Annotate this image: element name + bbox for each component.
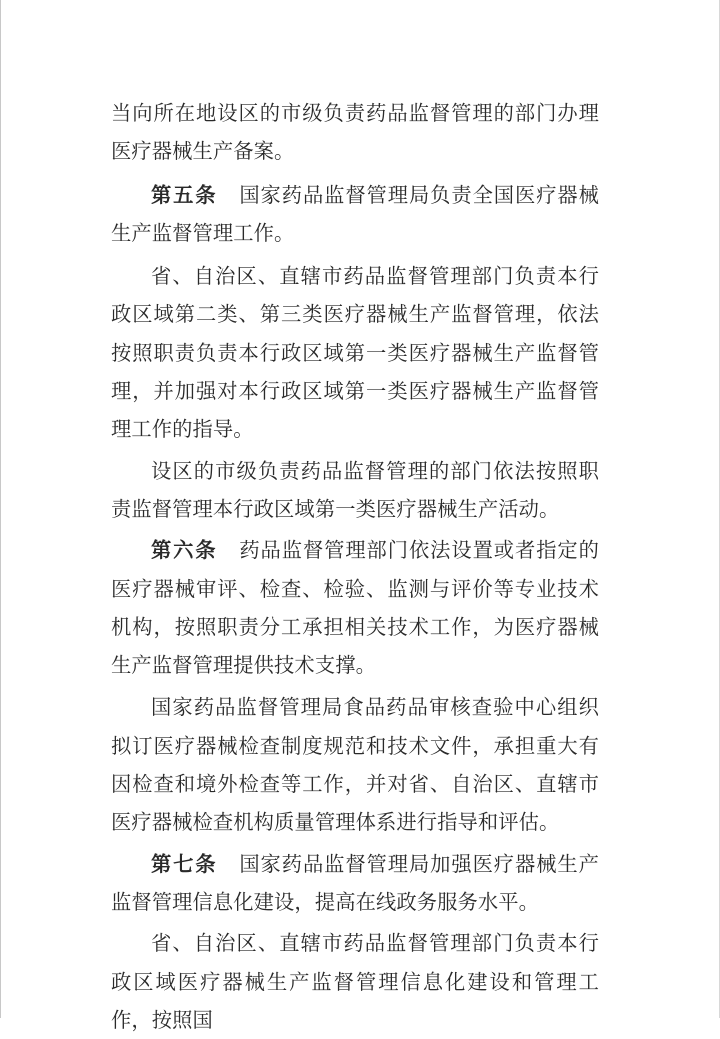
paragraph-article-6: [111, 531, 599, 684]
paragraph-continuation: [111, 94, 599, 171]
paragraph-article-7: [111, 845, 599, 922]
page-edge-left: [0, 0, 1, 1018]
paragraph-text: 国家药品监督管理局负责全国医疗器械生产监督管理工作。: [111, 182, 599, 245]
paragraph-text: 国家药品监督管理局食品药品审核查验中心组织拟订医疗器械检查制度规范和技术文件，承担重大有因检查和境外检查等工作，并对省、自治区、直辖市医疗器械检查机构质量管理体系进行指导和评估。: [111, 695, 599, 835]
paragraph: [111, 688, 599, 841]
paragraph-text: 药品监督管理部门依法设置或者指定的医疗器械审评、检查、检验、监测与评价等专业技术机构，按照职责分工承担相关技术工作，为医疗器械生产监督管理提供技术支撑。: [111, 538, 599, 678]
paragraph-text: 省、自治区、直辖市药品监督管理部门负责本行政区域医疗器械生产监督管理信息化建设和管理工作，按照国: [111, 931, 599, 1032]
paragraph-text: 国家药品监督管理局加强医疗器械生产监督管理信息化建设，提高在线政务服务水平。: [111, 851, 599, 914]
paragraph-text: 省、自治区、直辖市药品监督管理部门负责本行政区域第二类、第三类医疗器械生产监督管理，依法按照职责负责本行政区域第一类医疗器械生产监督管理，并加强对本行政区域第一类医疗器械生产监督管理工作的指导。: [111, 264, 599, 442]
paragraph-article-5: [111, 176, 599, 253]
document-body: [111, 94, 599, 1039]
article-number: 第七条: [151, 851, 218, 876]
article-number: 第六条: [151, 538, 218, 563]
paragraph-text: 当向所在地设区的市级负责药品监督管理的部门办理医疗器械生产备案。: [111, 101, 599, 164]
paragraph: [111, 452, 599, 529]
paragraph: [111, 257, 599, 448]
article-number: 第五条: [151, 182, 218, 207]
paragraph-text: 设区的市级负责药品监督管理的部门依法按照职责监督管理本行政区域第一类医疗器械生产活动。: [111, 458, 599, 521]
paragraph: [111, 924, 599, 1039]
